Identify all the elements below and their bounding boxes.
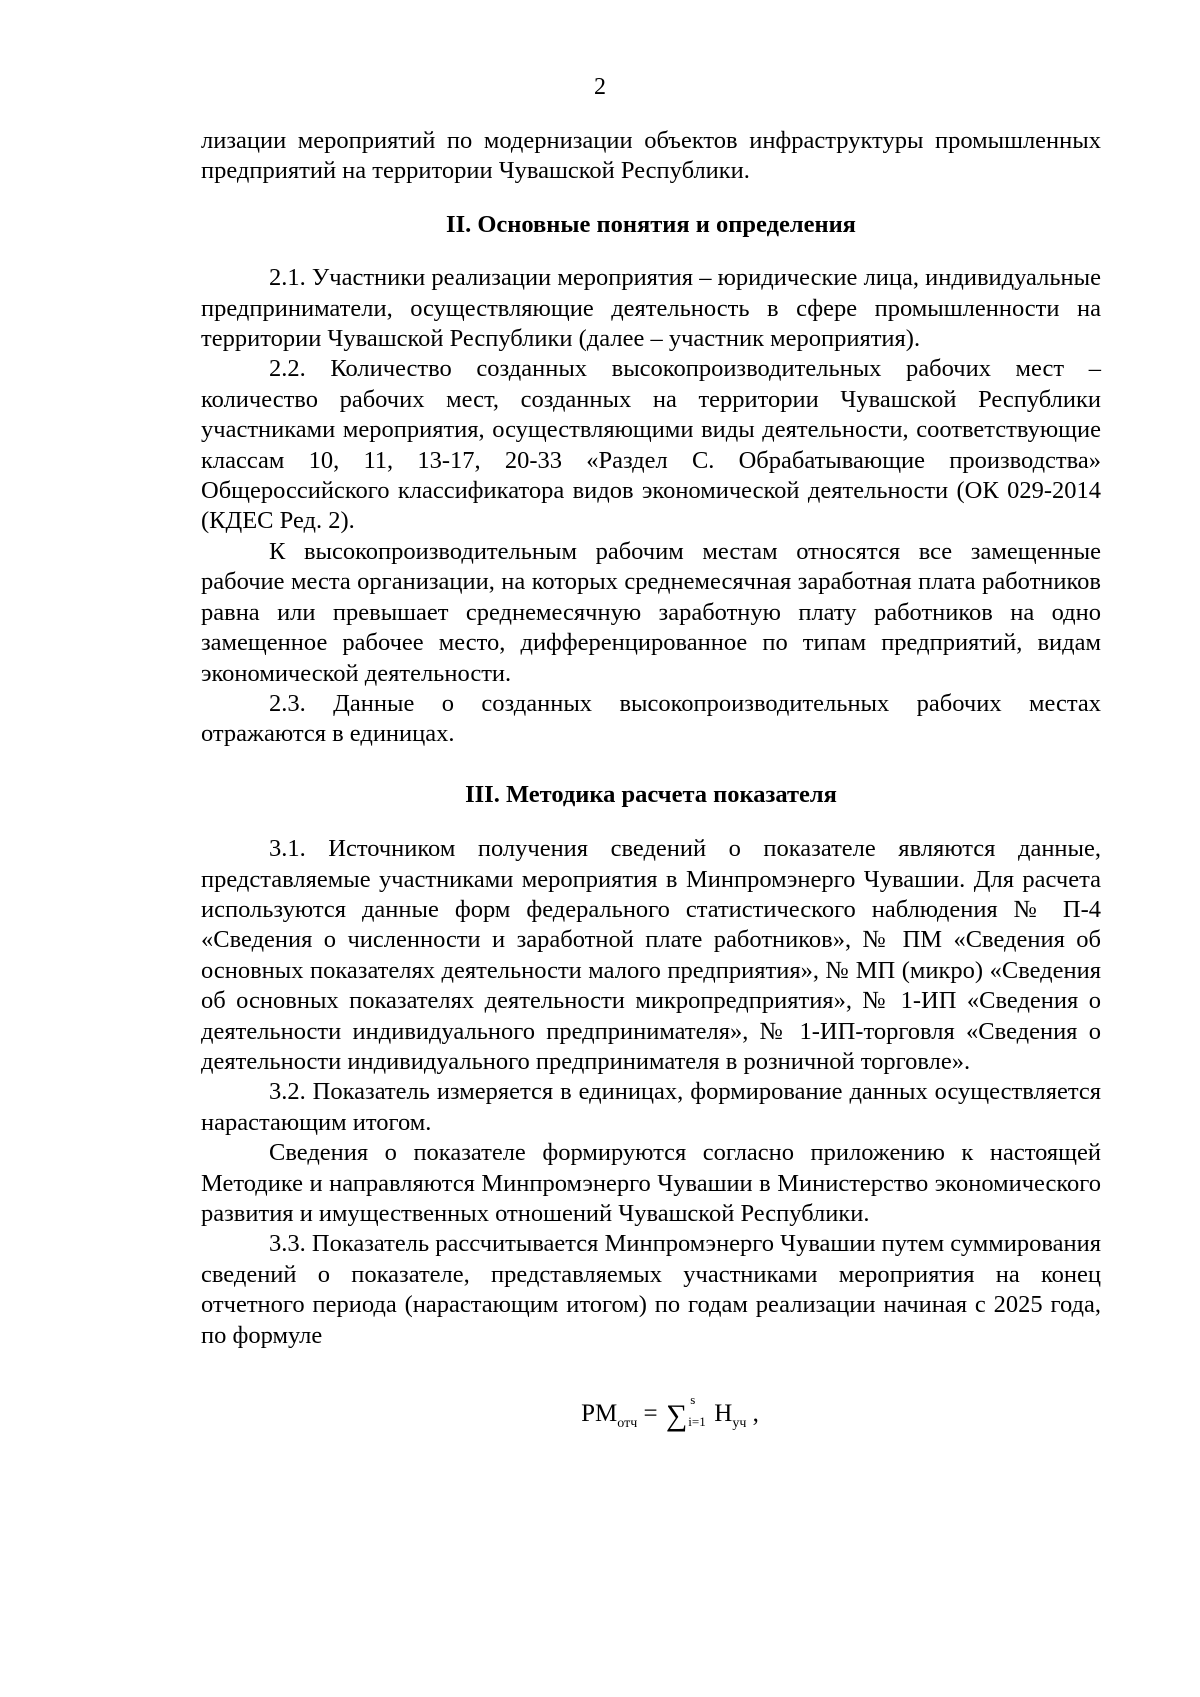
intro-continuation-paragraph: лизации мероприятий по модернизации объектов инфраструктуры промышленных предприятий на территории Чувашской Республики. [201, 127, 1101, 185]
paragraph-3-1: 3.1. Источником получения сведений о показателе являются данные, представляемые участниками мероприятия в Минпромэнерго Чувашии. Для расчета используются данные форм федерального статистического наблюдения № П-4 «Сведения о численности и заработной плате работников», № ПМ «Сведения об основных показателях деятельности малого предприятия», № МП (микро) «Сведения об основных показателях деятельности микропредприятия», № 1-ИП «Сведения о деятельности индивидуального предпринимателя», № 1-ИП-торговля «Сведения о деятельности индивидуального предпринимателя в розничной торговле». [201, 835, 1101, 1075]
formula-term: Н [714, 1400, 733, 1428]
document-body [201, 126, 1101, 1441]
formula-lhs-subscript: отч [617, 1416, 638, 1432]
calculation-formula [201, 1392, 1101, 1441]
paragraph-3-3: 3.3. Показатель рассчитывается Минпромэнерго Чувашии путем суммирования сведений о показателе, представляемых участниками мероприятия на конец отчетного периода (нарастающим итогом) по годам реализации начиная с 2025 года, по формуле [201, 1230, 1101, 1349]
page-number: 2 [594, 74, 606, 100]
paragraph-2-2-note: К высокопроизводительным рабочим местам относятся все замещенные рабочие места организации, на которых среднемесячная заработная плата работников равна или превышает среднемесячную заработную плату работников на одно замещенное рабочее место, дифференцированное по типам предприятий, видам экономической деятельности. [201, 537, 1101, 687]
section-2-heading: II. Основные понятия и определения [446, 210, 856, 238]
formula-trailing-comma: , [752, 1400, 759, 1428]
paragraph-3-2-note: Сведения о показателе формируются согласно приложению к настоящей Методике и направляются Минпромэнерго Чувашии в Министерство экономического развития и имущественных отношений Чувашской Республики. [201, 1139, 1101, 1227]
formula-sum-symbol: ∑ [665, 1399, 688, 1433]
formula-sum-limits [688, 1392, 712, 1430]
paragraph-2-2: 2.2. Количество созданных высокопроизводительных рабочих мест – количество рабочих мест, созданных на территории Чувашской Республики участниками мероприятия, осуществляющими виды деятельности, соответствующие классам 10, 11, 13-17, 20-33 «Раздел С. Обрабатывающие производства» Общероссийского классификатора видов экономической деятельности (ОК 029-2014 (КДЕС Ред. 2). [201, 355, 1101, 535]
paragraph-2-1: 2.1. Участники реализации мероприятия – юридические лица, индивидуальные предприниматели, осуществляющие деятельность в сфере промышленности на территории Чувашской Республики (далее – участник мероприятия). [201, 264, 1101, 353]
formula-lower-limit: i=1 [688, 1414, 706, 1430]
formula-upper-limit: s [690, 1392, 696, 1408]
formula-equals: = [643, 1400, 658, 1428]
formula-lhs: РМ [581, 1400, 618, 1428]
paragraph-3-2: 3.2. Показатель измеряется в единицах, формирование данных осуществляется нарастающим итогом. [201, 1078, 1101, 1136]
paragraph-2-3: 2.3. Данные о созданных высокопроизводительных рабочих местах отражаются в единицах. [201, 689, 1101, 748]
formula-term-subscript: уч [732, 1416, 747, 1432]
section-3-heading: III. Методика расчета показателя [465, 780, 837, 808]
